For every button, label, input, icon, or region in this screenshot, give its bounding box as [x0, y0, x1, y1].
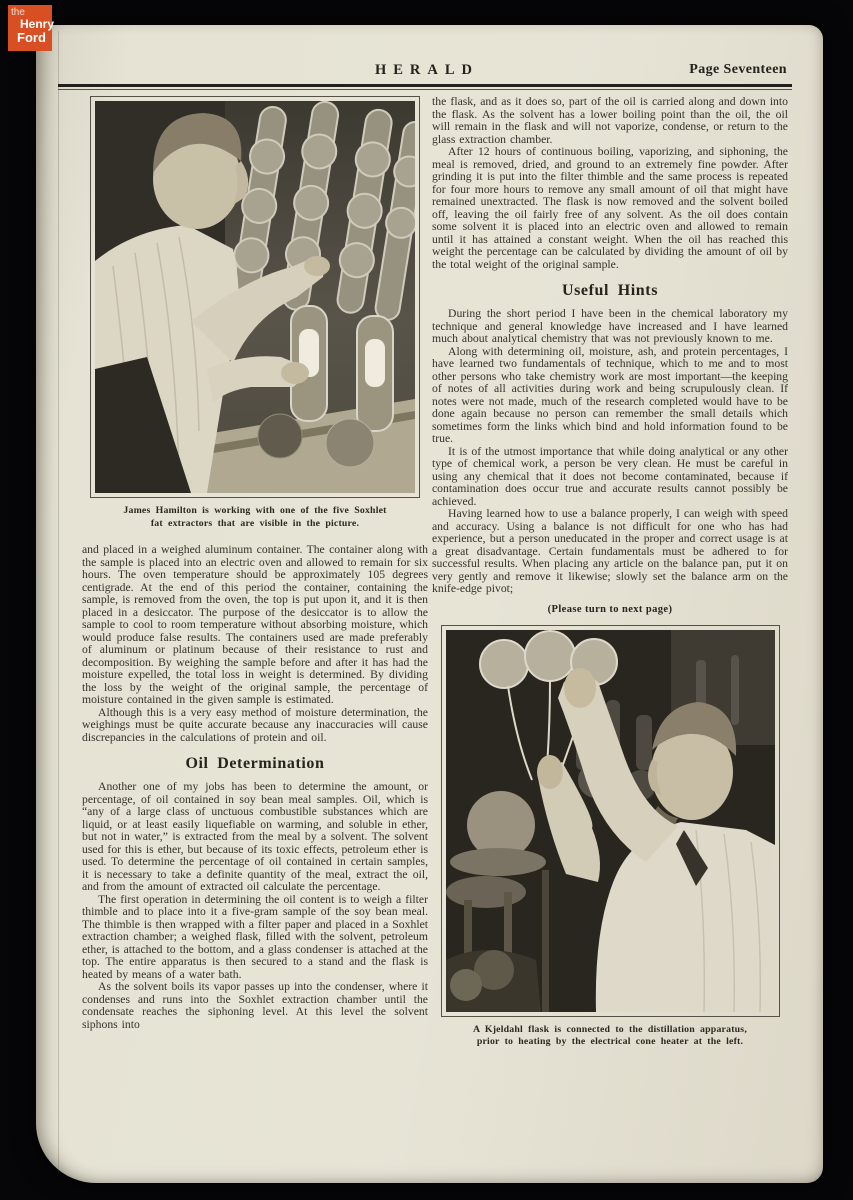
body-paragraph: Having learned how to use a balance properly, I can weigh with speed and accuracy. Using a balance is not difficult for one who has had experience, but a person uneducated in the proper and correct usage is at a great disadvantage. Certain fundamentals must be adhered to for successful results. When placing any article on the balance pan, put it on very gently and remove it likewise; slowly set the balance arm on the knife-edge pivot;: [432, 507, 788, 595]
body-paragraph: During the short period I have been in the chemical laboratory my technique and general knowledge have increased and I have learned much about analytical chemistry that was not previously known to me.: [432, 307, 788, 345]
section-heading-useful-hints: Useful Hints: [561, 282, 659, 299]
body-paragraph: and placed in a weighed aluminum container. The container along with the sample is placed into an electric oven and allowed to remain for six hours. The oven temperature should be approximately 105 degrees centigrade. At the end of this period the container, containing the sample, is removed from the oven, the top is put upon it, and it is then placed in a desiccator. The purpose of the desiccator is to allow the sample to cool to room temperature without absorbing moisture, which would produce false results. The containers used are made preferably of aluminum or platinum because of their resistance to rust and decomposition. By weighing the sample before and after it has had the moisture expelled, the total loss in weight is determined. By dividing the loss by the weight of the original sample, the percentage of moisture contained in the given sample is estimated.: [82, 543, 428, 706]
body-paragraph: The first operation in determining the oil content is to weigh a filter thimble and to place into it a five-gram sample of the soy bean meal. The thimble is then wrapped with a filter paper and placed in a Soxhlet extraction chamber; a weighed flask, filled with the solvent, petroleum ether, is attached to the bottom, and a glass condenser is attached at the top. The entire apparatus is then secured to a stand and the flask is heated by means of a water bath.: [82, 892, 428, 981]
photo-soxhlet-extractors: [90, 96, 420, 498]
section-heading-oil-determination: Oil Determination: [185, 755, 325, 772]
header-rule: [58, 84, 792, 90]
body-paragraph: As the solvent boils its vapor passes up into the condenser, where it condenses and runs into the Soxhlet extraction chamber until the condensate reaches the siphoning level. At this level the solvent siphons into: [82, 980, 428, 1031]
logo-line-ford: Ford: [17, 30, 46, 45]
continuation-note: (Please turn to next page): [547, 603, 673, 615]
caption-line: James Hamilton is working with one of the five Soxhlet: [123, 505, 387, 516]
page-title: HERALD: [374, 62, 480, 78]
body-paragraph: After 12 hours of continuous boiling, vaporizing, and siphoning, the meal is removed, dried, and ground to an extremely fine powder. After grinding it is put into the filter thimble and the same process is repeated for four more hours to remove any small amount of oil that might have remained unextracted. The flask is now removed and the solvent boiled off, leaving the oil fairly free of any solvent. As the oil does contain some solvent it is placed into an electric oven and allowed to remain until it has attained a constant weight. When the oil has reached this weight the percentage can be calculated by dividing the amount of oil by the total weight of the original sample.: [432, 145, 788, 271]
right-column: [432, 96, 788, 1063]
henry-ford-logo: [8, 5, 55, 51]
body-paragraph: the flask, and as it does so, part of the oil is carried along and down into the flask. As the solvent has a lower boiling point than the oil, the oil will remain in the flask and will not vaporize, condense, or return to the glass extraction chamber.: [432, 95, 788, 146]
logo-prefix: the: [11, 7, 25, 18]
caption-line: prior to heating by the electrical cone heater at the left.: [476, 1036, 744, 1047]
logo-line-henry: Henry: [20, 17, 55, 31]
left-column: [82, 96, 428, 1031]
photo-caption-kjeldahl: [438, 1024, 782, 1049]
photo-caption-soxhlet: [88, 505, 422, 530]
body-paragraph: Although this is a very easy method of moisture determination, the weighings must be quite accurate because any inaccuracies will cause discrepancies in the calculations of protein and oil.: [82, 705, 428, 744]
magazine-page: [36, 25, 823, 1183]
photo-illustration-soxhlet: [95, 101, 415, 493]
body-paragraph: Another one of my jobs has been to determine the amount, or percentage, of oil contained in soy bean meal samples. Oil, which is “any of a large class of unctuous combustible substances which are liquid, or at least easily liquefiable on warming, and soluble in ether, but not in water,” is extracted from the meal by a solvent. The solvent used for this is ether, but because of its toxic effects, petroleum ether is used. To determine the percentage of oil contained in certain samples, it is necessary to take a definite quantity of the meal, extract the oil, and from the amount of extracted oil calculate the percentage.: [82, 780, 428, 893]
body-paragraph: Along with determining oil, moisture, ash, and protein percentages, I have learned two fundamentals of technique, which to me and to most other persons who take chemistry work are most important—the keeping of notes of all activities during work and being scrupulously clean. If notes were not made, much of the research completed would have to be done again because no person can remember the small details which sometimes form the links which bind and hold information found to be true.: [432, 344, 788, 445]
photo-illustration-kjeldahl: [446, 630, 775, 1012]
caption-line: fat extractors that are visible in the picture.: [150, 517, 360, 529]
caption-line: A Kjeldahl flask is connected to the distillation apparatus,: [473, 1023, 747, 1035]
body-paragraph: It is of the utmost importance that while doing analytical or any other type of chemical work, a person be very clean. He must be careful in using any chemical that it does not become contaminated, because if contamination does occur true and accurate results cannot possibly be achieved.: [432, 444, 788, 508]
photo-kjeldahl-flask: [441, 625, 780, 1017]
page-number: Page Seventeen: [689, 62, 787, 77]
